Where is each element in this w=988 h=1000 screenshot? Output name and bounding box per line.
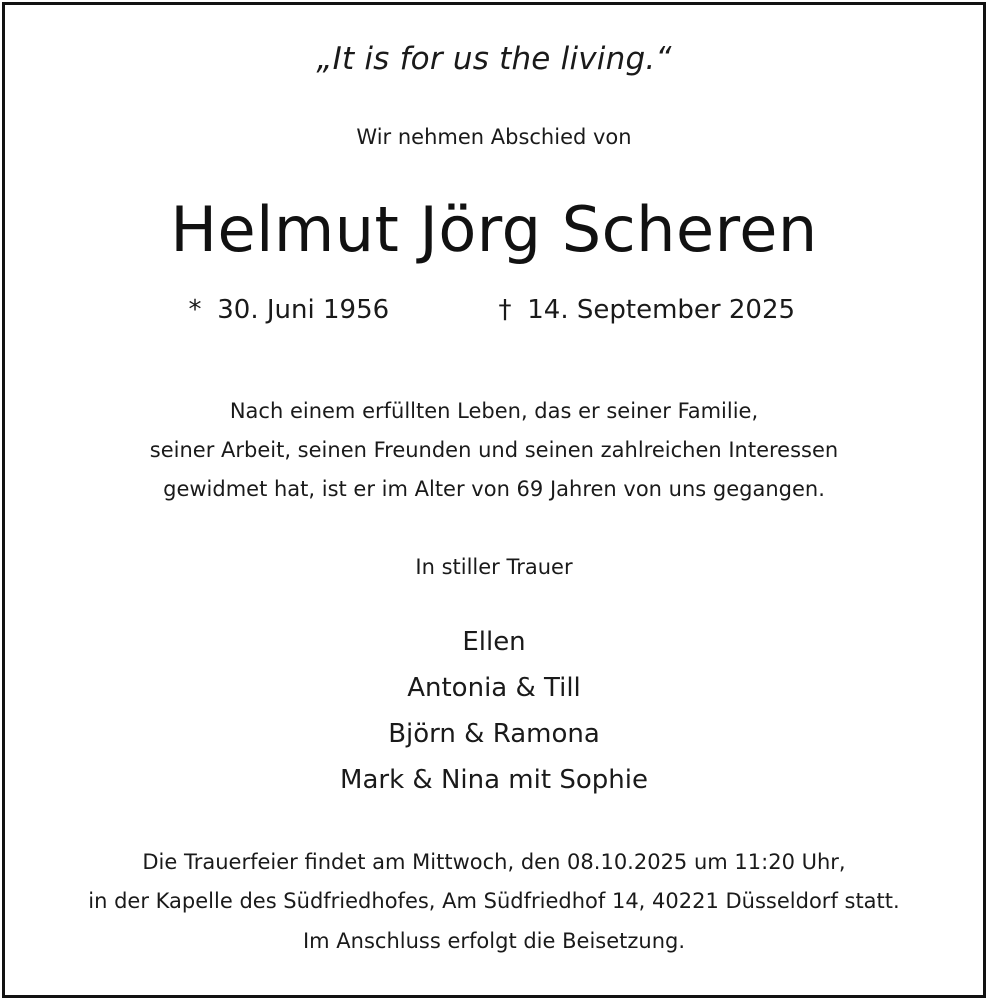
family-member: Ellen [462, 627, 526, 657]
service-info-line: Die Trauerfeier findet am Mittwoch, den 08.10.2025 um 11:20 Uhr, [142, 850, 846, 874]
death-date: 14. September 2025 [527, 295, 796, 325]
family-member: Mark & Nina mit Sophie [340, 765, 648, 795]
service-info-line: Im Anschluss erfolgt die Beisetzung. [302, 929, 686, 953]
birth-date-group [181, 295, 389, 325]
mourning-text: In stiller Trauer [415, 555, 573, 579]
family-member: Björn & Ramona [388, 719, 600, 749]
birth-date: 30. Juni 1956 [217, 295, 390, 325]
text-line: Nach einem erfüllten Leben, das er seiner Familie, [229, 399, 759, 423]
deceased-name: Helmut Jörg Scheren [170, 193, 818, 266]
birth-star-icon: * [188, 295, 202, 325]
text-line: gewidmet hat, ist er im Alter von 69 Jahren von uns gegangen. [163, 477, 825, 501]
service-info-line: in der Kapelle des Südfriedhofes, Am Südfriedhof 14, 40221 Düsseldorf statt. [88, 889, 900, 913]
quote: „It is for us the living.“ [316, 41, 672, 77]
death-date-group [491, 295, 795, 325]
obituary-frame [2, 2, 986, 998]
intro-text: Wir nehmen Abschied von [356, 125, 632, 149]
text-line: seiner Arbeit, seinen Freunden und seinen zahlreichen Interessen [149, 438, 839, 462]
death-cross-icon: † [498, 295, 512, 325]
family-member: Antonia & Till [407, 673, 581, 703]
